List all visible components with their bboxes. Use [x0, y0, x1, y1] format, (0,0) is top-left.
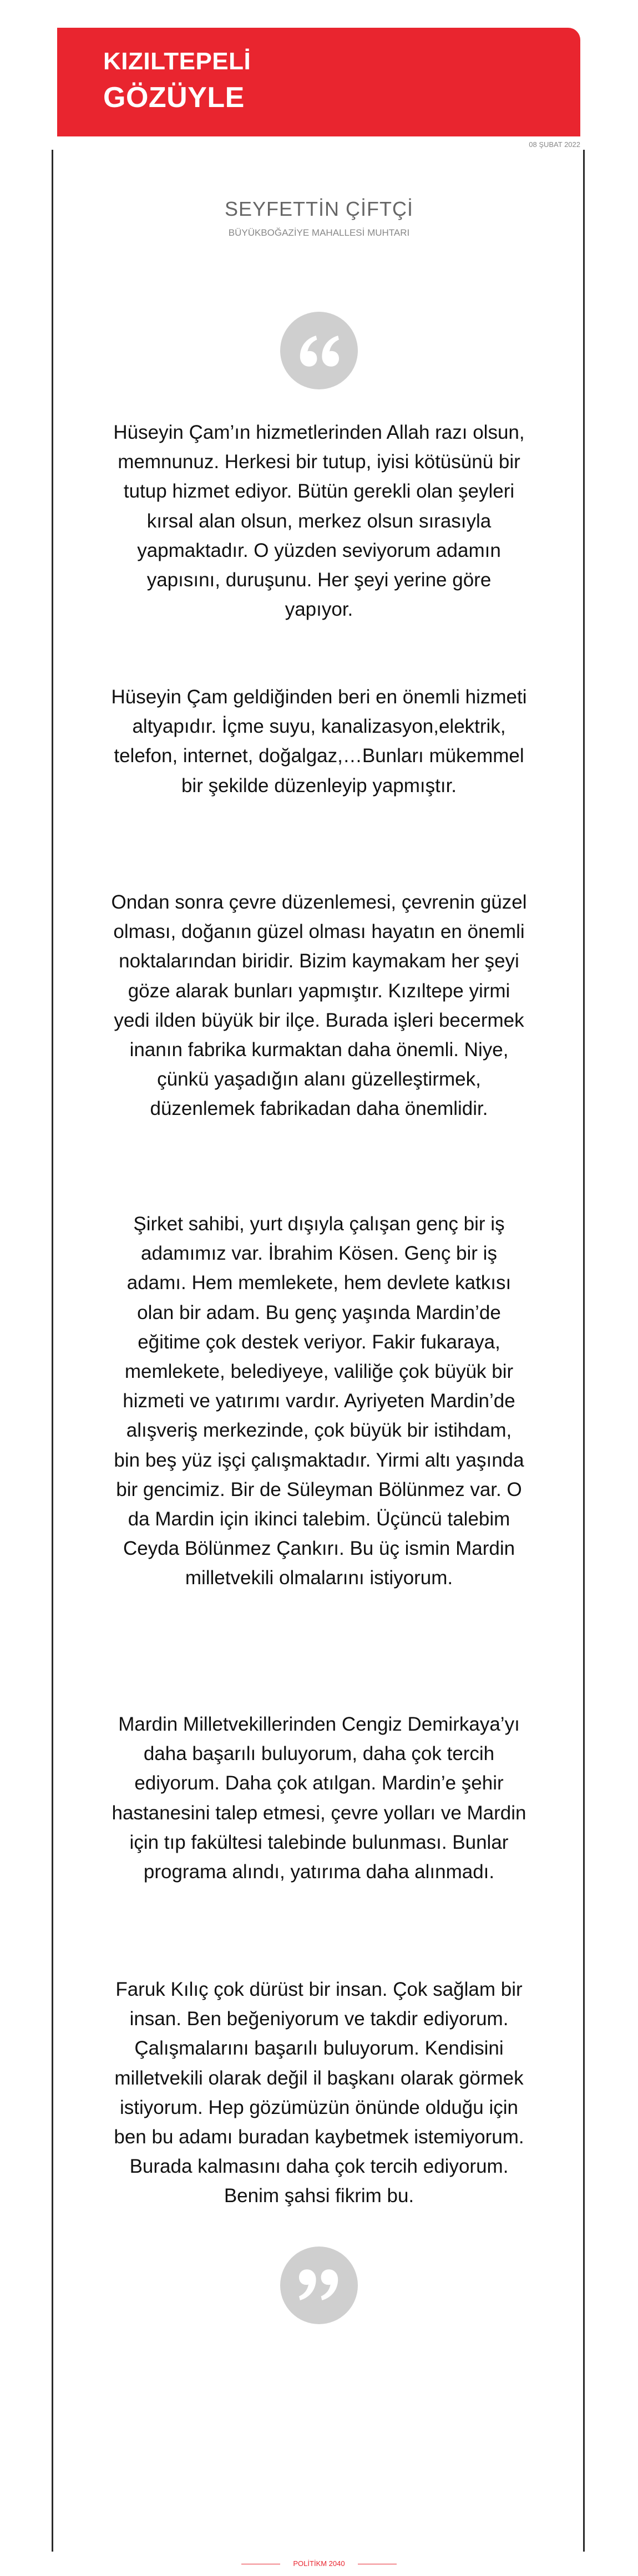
quote-close-icon [280, 2247, 358, 2324]
footer-text: POLİTİKM 2040 [293, 2559, 345, 2568]
author-name: SEYFETTİN ÇİFTÇİ [225, 197, 413, 220]
paragraph-2: Hüseyin Çam geldiğinden beri en önemli hizmeti altyapıdır. İçme suyu, kanalizasyon,elektrik, telefon, internet, doğalgaz,…Bunları mükemmel bir şekilde düzenleyip yapmıştır. [111, 686, 527, 797]
frame-border-left [52, 150, 53, 2552]
brand-title-line2: GÖZÜYLE [103, 82, 245, 114]
frame-border-right [583, 150, 585, 2552]
author-title: BÜYÜKBOĞAZİYE MAHALLESİ MUHTARI [228, 227, 410, 238]
paragraph-5: Mardin Milletvekillerinden Cengiz Demirkaya’yı daha başarılı buluyorum, daha çok tercih ediyorum. Daha çok atılgan. Mardin’e şehir hastanesini talep etmesi, çevre yolları ve Mardin için tıp fakültesi talebinde bulunması. Bunlar programa alındı, yatırıma daha alınmadı. [112, 1713, 526, 1883]
publish-date: 08 ŞUBAT 2022 [529, 140, 580, 149]
brand-title-line1: KIZILTEPELİ [103, 48, 251, 75]
quote-open-icon [280, 312, 358, 389]
paragraph-4: Şirket sahibi, yurt dışıyla çalışan genç bir iş adamımız var. İbrahim Kösen. Genç bir iş adamı. Hem memlekete, hem devlete katkısı olan bir adam. Bu genç yaşında Mardin’de eğitime çok destek veriyor. Fakir fukaraya, memlekete, belediyeye, valiliğe çok büyük bir hizmeti ve yatırımı vardır. Ayriyeten Mardin’de alışveriş merkezinde, çok büyük bir istihdam, bin beş yüz işçi çalışmaktadır. Yirmi altı yaşında bir gencimiz. Bir de Süleyman Bölünmez var. O da Mardin için ikinci talebim. Üçüncü talebim Ceyda Bölünmez Çankırı. Bu üç ismin Mardin milletvekili olmalarını istiyorum. [114, 1213, 524, 1589]
paragraph-1: Hüseyin Çam’ın hizmetlerinden Allah razı olsun, memnunuz. Herkesi bir tutup, iyisi kötüsünü bir tutup hizmet ediyor. Bütün gerekli olan şeyleri kırsal alan olsun, merkez olsun sırasıyla yapmaktadır. O yüzden seviyorum adamın yapısını, duruşunu. Her şeyi yerine göre yapıyor. [113, 422, 525, 621]
footer [0, 2558, 638, 2569]
paragraph-6: Faruk Kılıç çok dürüst bir insan. Çok sağlam bir insan. Ben beğeniyorum ve takdir ediyorum. Çalışmalarını başarılı buluyorum. Kendisini milletvekili olarak değil il başkanı olarak görmek istiyorum. Hep gözümüzün önünde olduğu için ben bu adamı buradan kaybetmek istemiyorum. Burada kalmasını daha çok tercih ediyorum. Benim şahsi fikrim bu. [114, 1979, 524, 2207]
paragraph-3: Ondan sonra çevre düzenlemesi, çevrenin güzel olması, doğanın güzel olması hayatın en önemli noktalarından biridir. Bizim kaymakam her şeyi göze alarak bunları yapmıştır. Kızıltepe yirmi yedi ilden büyük bir ilçe. Burada işleri becermek inanın fabrika kurmaktan daha önemli. Niye, çünkü yaşadığın alanı güzelleştirmek, düzenlemek fabrikadan daha önemlidir. [111, 891, 527, 1120]
